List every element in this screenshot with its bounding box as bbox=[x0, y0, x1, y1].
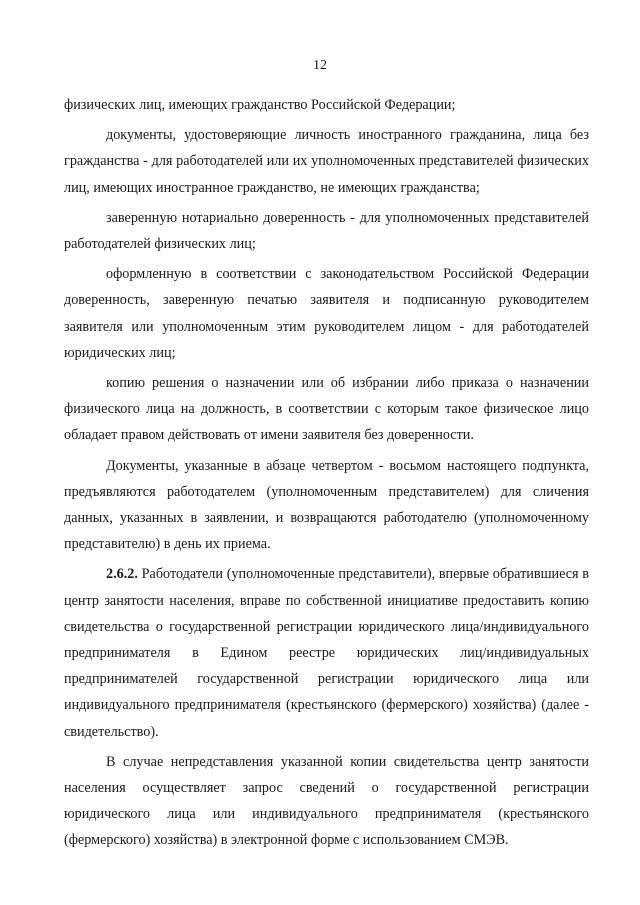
paragraph-3: заверенную нотариально доверенность - для уполномоченных представителей работодателей физических лиц; bbox=[64, 209, 589, 253]
paragraph-5: копию решения о назначении или об избрании либо приказа о назначении физического лица на должность, в соответствии с которым такое физическое лицо обладает правом действовать от имени заявителя без доверенности. bbox=[64, 375, 589, 444]
paragraph-4: оформленную в соответствии с законодательством Российской Федерации доверенность, заверенную печатью заявителя и подписанную руководителем заявителя или уполномоченным этим руководителем лицом - для работодателей юридических лиц; bbox=[64, 266, 589, 361]
paragraph-1: физических лиц, имеющих гражданство Российской Федерации; bbox=[64, 97, 456, 113]
clause-text: Работодатели (уполномоченные представители), впервые обратившиеся в центр занятости населения, вправе по собственной инициативе предоставить копию свидетельства о государственной регистрации юридического лица/индивидуального предпринимателя в Едином реестре юридических лиц/индивидуальных предпринимателей государственной регистрации юридического лица или индивидуального предпринимателя (крестьянского (фермерского) хозяйства) (далее - свидетельство). bbox=[64, 566, 590, 740]
clause-paragraph bbox=[64, 561, 589, 744]
final-paragraph: В случае непредставления указанной копии свидетельства центр занятости населения осуществляет запрос сведений о государственной регистрации юридического лица или индивидуального предпринимателя (крестьянского (фермерского) хозяйства) в электронной форме с использованием СМЭВ. bbox=[64, 753, 589, 849]
paragraph-6: Документы, указанные в абзаце четвертом - восьмом настоящего подпункта, предъявляются работодателем (уполномоченным представителем) для сличения данных, указанных в заявлении, и возвращаются работодателю (уполномоченному представителю) в день их приема. bbox=[64, 457, 589, 553]
document-body bbox=[64, 92, 589, 858]
paragraph-2: документы, удостоверяющие личность иностранного гражданина, лица без гражданства - для работодателей или их уполномоченных представителей физических лиц, имеющих иностранное гражданство, не имеющих гражданства; bbox=[64, 127, 589, 196]
clause-number: 2.6.2. bbox=[106, 566, 138, 583]
page-number: 12 bbox=[313, 58, 327, 73]
